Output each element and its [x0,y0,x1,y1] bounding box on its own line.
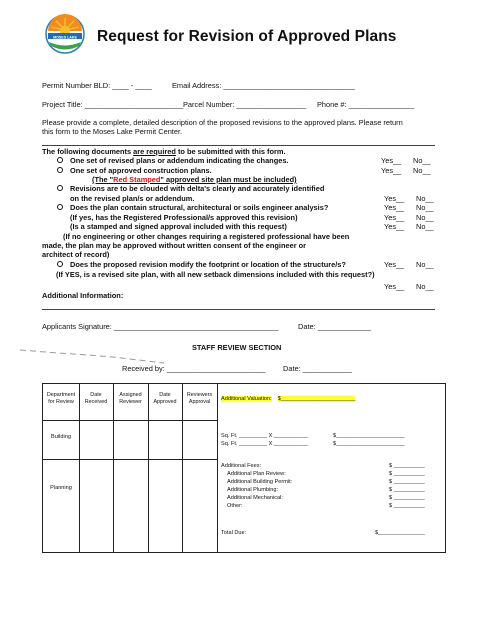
yes-option[interactable]: Yes__ [381,156,402,165]
checklist-item-clouded-revisions: Revisions are to be clouded with delta's clearly and accurately identified [57,184,324,193]
engineer-sub-1: (If yes, has the Registered Professional/s approved this revision) [70,213,298,222]
row-planning: Planning [50,485,72,491]
parcel-number-field[interactable]: Parcel Number: _________________ [183,100,307,109]
total-due-value[interactable]: $_______________ [375,530,425,536]
header-date-approved: Date Approved [153,392,177,405]
staff-review-table [42,383,218,553]
checklist-heading: The following documents are required to be submitted with this form. [42,147,286,156]
project-title-field[interactable]: Project Title: ________________________ [42,100,184,109]
fee-plan-review: Additional Plan Review: [227,471,286,477]
fee-amount[interactable]: $ __________ [389,487,425,493]
red-stamped-note: (The "Red Stamped" approved site plan must be included) [92,175,297,184]
bullet-circle-icon [57,204,63,210]
checklist-item-approved-plans: One set of approved construction plans. [57,166,212,175]
permit-number-field[interactable]: Permit Number BLD: ____ - ____ [42,81,152,90]
engineer-sub-5: architect of record) [42,250,110,259]
received-by-field[interactable]: Received by: ________________________ [122,364,266,373]
email-field[interactable]: Email Address: ________________________________ [172,81,355,90]
header-date-received: Date Received [84,392,108,405]
no-option[interactable]: No__ [416,213,434,222]
intro-line-2: this form to the Moses Lake Permit Center. [42,127,183,136]
additional-information-label: Additional Information: [42,291,124,300]
received-date-field[interactable]: Date: ____________ [283,364,353,373]
fee-other: Other: [227,503,243,509]
additional-valuation[interactable]: Additional Valuation: $________________________ [221,396,356,402]
engineer-sub-4: made, the plan may be approved without written consent of the engineer or [42,241,307,250]
bullet-circle-icon [57,261,63,267]
bullet-circle-icon [57,185,63,191]
footprint-sub: (If YES, is a revised site plan, with all new setback dimensions included with this request?) [56,270,375,279]
total-due-label: Total Due: [221,530,247,536]
yes-option[interactable]: Yes__ [384,260,405,269]
fee-mechanical: Additional Mechanical: [227,495,283,501]
moses-lake-logo [44,13,86,61]
additional-fees-label: Additional Fees: [221,463,262,469]
logo-text: MOSES LAKE [53,35,77,40]
yes-option[interactable]: Yes__ [384,282,405,291]
clouded-revisions-line-2: on the revised plan/s or addendum. [70,194,195,203]
no-option[interactable]: No__ [416,282,434,291]
phone-field[interactable]: Phone #: ________________ [317,100,415,109]
fees-box [215,383,446,553]
sqft-row-1-amount[interactable]: $______________________ [333,433,405,439]
signature-date-field[interactable]: Date: _____________ [298,322,372,331]
header-department: Department for Review [46,392,76,405]
fee-amount[interactable]: $ __________ [389,503,425,509]
no-option[interactable]: No__ [416,260,434,269]
engineer-sub-3: (If no engineering or other changes requiring a registered professional have been [63,232,350,241]
fee-amount[interactable]: $ __________ [389,463,425,469]
fee-building-permit: Additional Building Permit: [227,479,293,485]
fee-amount[interactable]: $ __________ [389,479,425,485]
no-option[interactable]: No__ [416,222,434,231]
row-building: Building [51,434,71,440]
bullet-circle-icon [57,167,63,173]
applicant-signature-field[interactable]: Applicants Signature: ________________________________________ [42,322,279,331]
no-option[interactable]: No__ [416,194,434,203]
checklist-item-revised-plans: One set of revised plans or addendum indicating the changes. [57,156,288,165]
engineer-sub-2: (Is a stamped and signed approval included with this request) [70,222,287,231]
no-option[interactable]: No__ [416,203,434,212]
staff-review-heading: STAFF REVIEW SECTION [192,343,282,352]
sqft-row-2[interactable]: Sq. Ft. _________ X ___________ [221,441,309,447]
cut-line [18,346,168,366]
yes-option[interactable]: Yes__ [384,203,405,212]
checklist-item-engineer-analysis: Does the plan contain structural, architectural or soils engineer analysis? [57,203,328,212]
intro-line-1: Please provide a complete, detailed description of the proposed revisions to the approved plans. Please return [42,118,403,127]
fee-plumbing: Additional Plumbing: [227,487,278,493]
additional-information-line[interactable] [42,309,435,310]
yes-option[interactable]: Yes__ [381,166,402,175]
sqft-row-1[interactable]: Sq. Ft. _________ X ___________ [221,433,309,439]
divider [42,145,435,146]
header-reviewers-approval: Reviewers Approval [186,392,213,405]
fee-amount[interactable]: $ __________ [389,495,425,501]
yes-option[interactable]: Yes__ [384,194,405,203]
header-assigned-reviewer: Assigned Reviewer [119,392,142,405]
checklist-item-footprint: Does the proposed revision modify the footprint or location of the structure/s? [57,260,346,269]
bullet-circle-icon [57,157,63,163]
sqft-row-2-amount[interactable]: $______________________ [333,441,405,447]
page-title: Request for Revision of Approved Plans [97,28,397,45]
no-option[interactable]: No__ [413,156,431,165]
fee-amount[interactable]: $ __________ [389,471,425,477]
yes-option[interactable]: Yes__ [384,222,405,231]
no-option[interactable]: No__ [413,166,431,175]
yes-option[interactable]: Yes__ [384,213,405,222]
